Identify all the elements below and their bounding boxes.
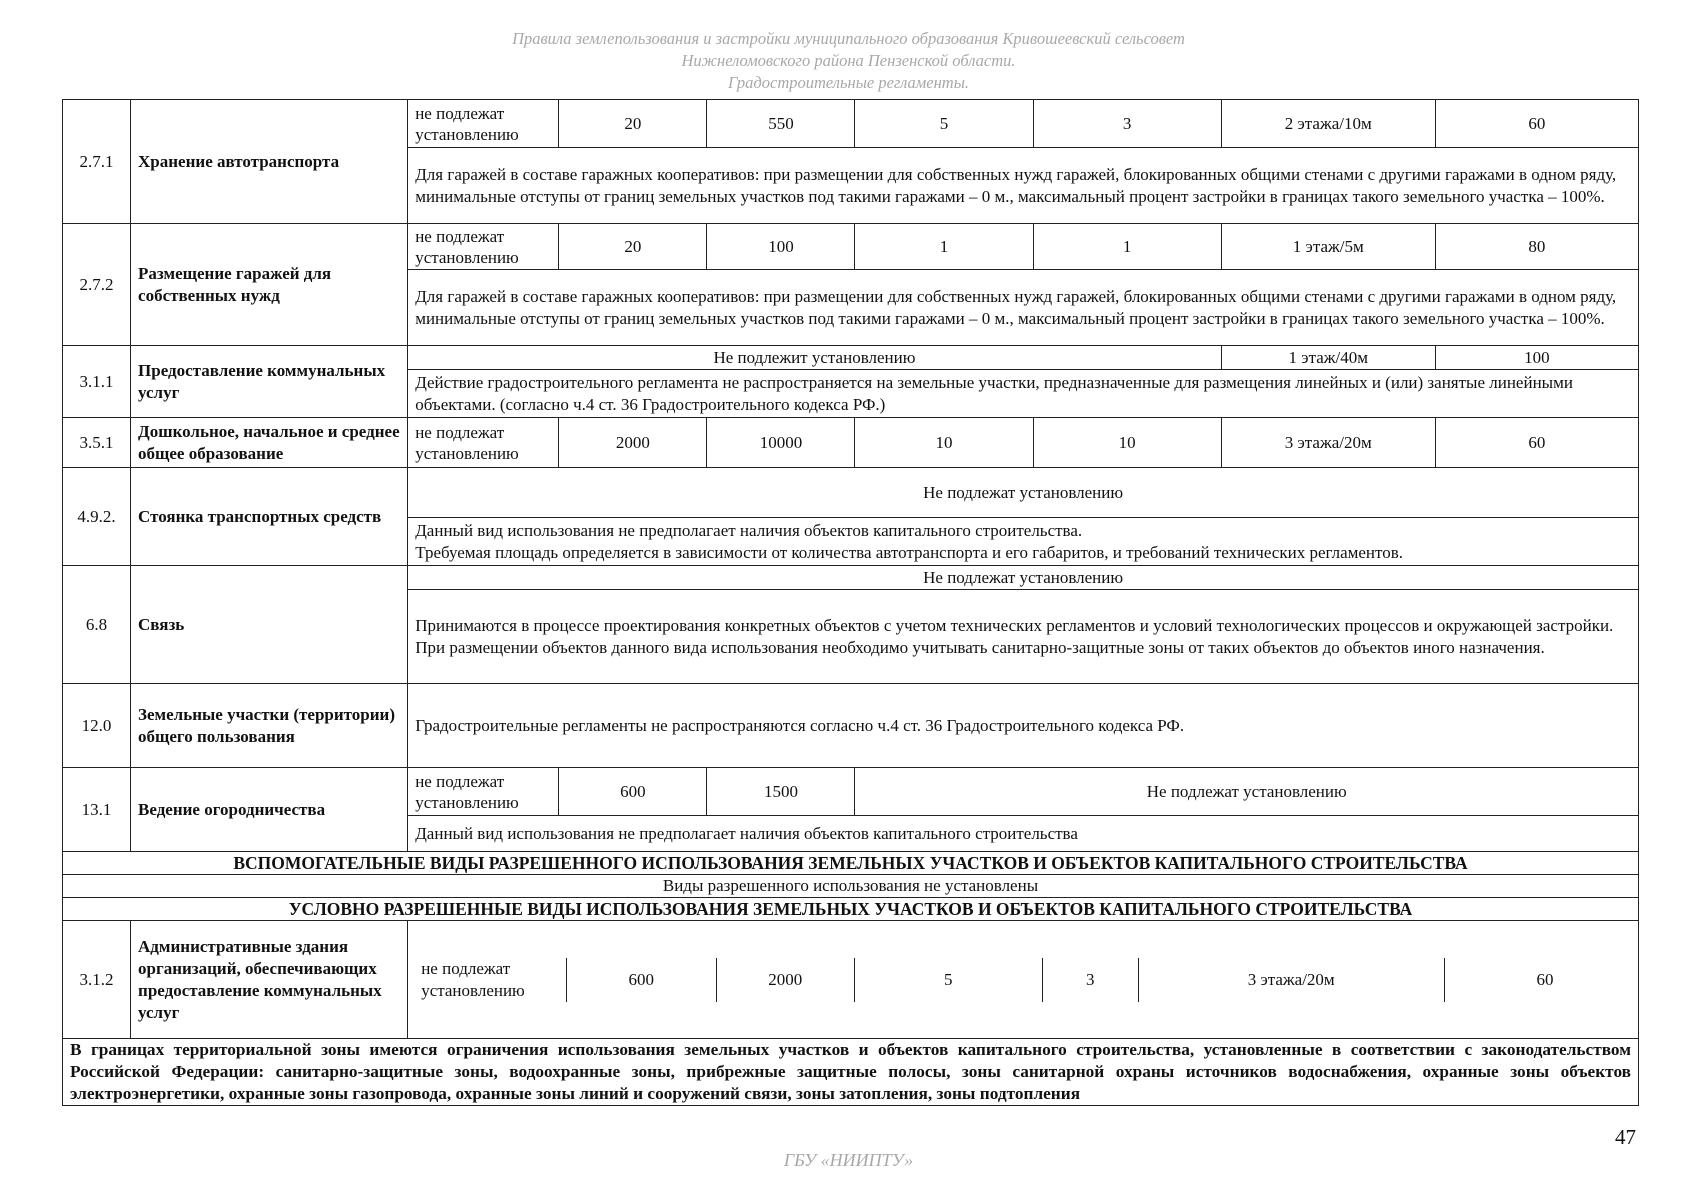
row-name: Хранение автотранспорта <box>131 100 408 224</box>
table-row <box>63 1039 1639 1106</box>
table-row <box>63 768 1639 816</box>
row-name: Ведение огородничества <box>131 768 408 852</box>
restrictions-note: В границах территориальной зоны имеются ограничения использования земельных участков и объектов капитального строительства, установленные в соответствии с законодательством Российской Федерации: санитарно-защитные зоны, водоохранные зоны, прибрежные защитные полосы, зоны санитарной охраны источников водоснабжения, охранные зоны объектов электроэнергетики, охранные зоны газопровода, охранные зоны линий и сооружений связи, зоны затопления, зоны подтопления <box>63 1039 1639 1106</box>
section-row <box>63 898 1639 921</box>
document-header <box>0 28 1697 94</box>
param-cell: 5 <box>854 958 1042 1002</box>
param-cell: 2 этажа/10м <box>1221 100 1435 148</box>
param-cell: 60 <box>1536 969 1554 989</box>
table-row <box>63 566 1639 590</box>
regulations-table <box>62 99 1639 1106</box>
section-title-auxiliary: ВСПОМОГАТЕЛЬНЫЕ ВИДЫ РАЗРЕШЕННОГО ИСПОЛЬЗОВАНИЯ ЗЕМЕЛЬНЫХ УЧАСТКОВ И ОБЪЕКТОВ КАПИТАЛЬНОГО СТРОИТЕЛЬСТВА <box>63 852 1639 875</box>
section-row <box>63 875 1639 898</box>
row-name: Стоянка транспортных средств <box>131 468 408 566</box>
row-name: Дошкольное, начальное и среднее общее образование <box>131 418 408 468</box>
param-cell: 3 этажа/20м <box>1138 958 1444 1002</box>
note-line: Требуемая площадь определяется в зависимости от количества автотранспорта и его габаритов, и требований технических регламентов. <box>415 542 1404 562</box>
param-cell: 1500 <box>707 768 855 816</box>
param-cell: не подлежат установлению <box>408 224 559 270</box>
table-row <box>63 100 1639 148</box>
table-row <box>63 418 1639 468</box>
merged-value: Не подлежит установлению <box>408 346 1222 370</box>
param-cell: 10 <box>855 418 1033 468</box>
param-cell: 1 <box>855 224 1033 270</box>
param-cell: 2000 <box>716 958 854 1002</box>
table-row <box>63 684 1639 768</box>
row-code: 13.1 <box>63 768 131 852</box>
row-name: Земельные участки (территории) общего пользования <box>131 684 408 768</box>
param-cell: 1 этаж/5м <box>1221 224 1435 270</box>
param-cell: 2000 <box>559 418 707 468</box>
param-cell: 1 этаж/40м <box>1221 346 1435 370</box>
table-row <box>63 468 1639 518</box>
note-line: Данный вид использования не предполагает наличия объектов капитального строительства. <box>415 520 1083 540</box>
merged-value: Не подлежат установлению <box>855 768 1639 816</box>
row-code: 12.0 <box>63 684 131 768</box>
note-line: Принимаются в процессе проектирования конкретных объектов с учетом технических регламентов и условий технологических процессов и окружающей застройки. <box>415 615 1614 635</box>
note-line: При размещении объектов данного вида использования необходимо учитывать санитарно-защитные зоны от таких объектов до объектов иного назначения. <box>415 637 1545 657</box>
row-code: 3.5.1 <box>63 418 131 468</box>
header-line-3: Градостроительные регламенты. <box>727 73 970 92</box>
row-code: 2.7.2 <box>63 224 131 346</box>
param-cell: 100 <box>1435 346 1638 370</box>
row-code: 3.1.1 <box>63 346 131 418</box>
header-line-2: Нижнеломовского района Пензенской области. <box>681 51 1016 70</box>
param-cell: 80 <box>1435 224 1638 270</box>
param-cell: 5 <box>855 100 1033 148</box>
row-note <box>408 590 1639 684</box>
row-note: Для гаражей в составе гаражных кооперативов: при размещении для собственных нужд гаражей, блокированных общими стенами с другими гаражами в одном ряду, минимальные отступы от границ земельных участков под такими гаражами – 0 м., максимальный процент застройки в границах такого земельного участка – 100%. <box>408 270 1639 346</box>
param-cell: 550 <box>707 100 855 148</box>
row-name: Предоставление коммунальных услуг <box>131 346 408 418</box>
section-note-auxiliary: Виды разрешенного использования не установлены <box>63 875 1639 898</box>
page-number: 47 <box>1615 1125 1636 1149</box>
param-cell: 600 <box>566 958 716 1002</box>
row-code: 2.7.1 <box>63 100 131 224</box>
row-note: Действие градостроительного регламента не распространяется на земельные участки, предназначенные для размещения линейных и (или) занятые линейными объектами. (согласно ч.4 ст. 36 Градостроительного кодекса РФ.) <box>408 370 1639 418</box>
param-cell: 3 <box>1042 958 1138 1002</box>
param-cell: не подлежат установлению <box>408 768 559 816</box>
conditional-params-table <box>415 958 1638 1002</box>
merged-value: Не подлежат установлению <box>408 468 1639 518</box>
row-code: 3.1.2 <box>63 921 131 1039</box>
param-cell: 100 <box>707 224 855 270</box>
row-note: Для гаражей в составе гаражных кооперативов: при размещении для собственных нужд гаражей, блокированных общими стенами с другими гаражами в одном ряду, минимальные отступы от границ земельных участков под такими гаражами – 0 м., максимальный процент застройки в границах такого земельного участка – 100%. <box>408 148 1639 224</box>
param-cell: 3 <box>1033 100 1221 148</box>
conditional-params <box>408 921 1639 1039</box>
row-name: Связь <box>131 566 408 684</box>
row-code: 4.9.2. <box>63 468 131 566</box>
row-name: Административные здания организаций, обеспечивающих предоставление коммунальных услуг <box>131 921 408 1039</box>
param-cell: 60 <box>1435 418 1638 468</box>
table-row <box>63 921 1639 1039</box>
param-cell: 20 <box>559 100 707 148</box>
document-footer: ГБУ «НИИПТУ» <box>783 1150 914 1170</box>
param-cell: не подлежат установлению <box>415 958 566 1002</box>
param-cell: 10000 <box>707 418 855 468</box>
param-cell: 600 <box>559 768 707 816</box>
param-cell: 20 <box>559 224 707 270</box>
row-note <box>408 518 1639 566</box>
table-row <box>63 224 1639 270</box>
param-cell: не подлежат установлению <box>408 100 559 148</box>
header-line-1: Правила землепользования и застройки муниципального образования Кривошеевский сельсовет <box>512 29 1185 48</box>
table-row <box>63 346 1639 370</box>
param-cell: не подлежат установлению <box>408 418 559 468</box>
row-note: Данный вид использования не предполагает наличия объектов капитального строительства <box>408 816 1639 852</box>
section-title-conditional: УСЛОВНО РАЗРЕШЕННЫЕ ВИДЫ ИСПОЛЬЗОВАНИЯ ЗЕМЕЛЬНЫХ УЧАСТКОВ И ОБЪЕКТОВ КАПИТАЛЬНОГО СТРОИТЕЛЬСТВА <box>63 898 1639 921</box>
param-cell: 10 <box>1033 418 1221 468</box>
param-cell: 3 этажа/20м <box>1221 418 1435 468</box>
row-name: Размещение гаражей для собственных нужд <box>131 224 408 346</box>
row-note: Градостроительные регламенты не распространяются согласно ч.4 ст. 36 Градостроительного кодекса РФ. <box>408 684 1639 768</box>
param-cell: 1 <box>1033 224 1221 270</box>
merged-value: Не подлежат установлению <box>408 566 1639 590</box>
section-row <box>63 852 1639 875</box>
row-code: 6.8 <box>63 566 131 684</box>
param-cell: 60 <box>1435 100 1638 148</box>
